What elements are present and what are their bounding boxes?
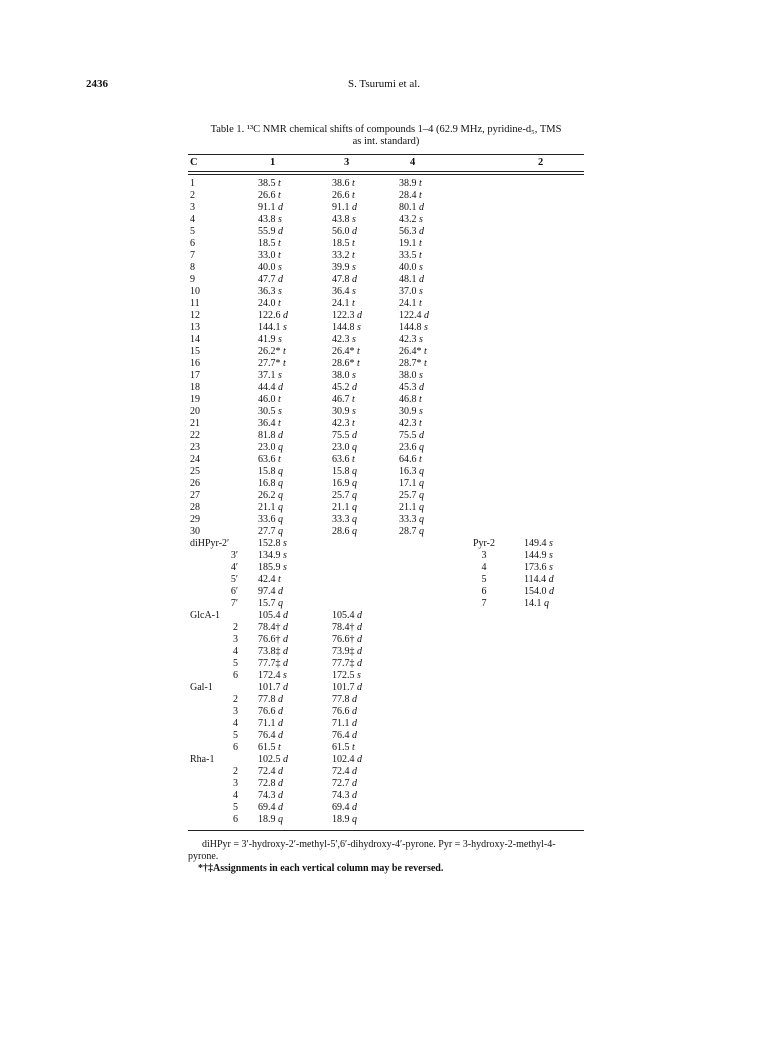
cell-c: 3 — [190, 202, 195, 213]
table-row — [188, 682, 584, 694]
page-number: 2436 — [86, 78, 108, 90]
cell-v3: 26.6 t — [332, 190, 355, 201]
cell-c: 4 — [233, 718, 238, 729]
table-row — [188, 502, 584, 514]
cell-v3: 16.9 q — [332, 478, 357, 489]
cell-v3: 43.8 s — [332, 214, 356, 225]
table-caption — [188, 124, 584, 148]
cell-v3: 28.6* t — [332, 358, 360, 369]
cell-c: 7 — [190, 250, 195, 261]
cell-pl: 3 — [481, 550, 487, 561]
cell-c: 6′ — [230, 586, 238, 597]
cell-v3: 76.6 d — [332, 706, 357, 717]
cell-v1: 24.0 t — [258, 298, 281, 309]
cell-v4: 38.0 s — [399, 370, 423, 381]
cell-v3: 25.7 q — [332, 490, 357, 501]
table-row — [188, 286, 584, 298]
cell-v1: 18.9 q — [258, 814, 283, 825]
table-row — [188, 610, 584, 622]
column-headers — [188, 155, 584, 171]
cell-v1: 105.4 d — [258, 610, 288, 621]
table-row — [188, 346, 584, 358]
table-row — [188, 562, 584, 574]
cell-v1: 152.8 s — [258, 538, 287, 549]
cell-c: 22 — [190, 430, 200, 441]
cell-v3: 39.9 s — [332, 262, 356, 273]
cell-v3: 23.0 q — [332, 442, 357, 453]
cell-c: 7′ — [230, 598, 238, 609]
cell-v1: 78.4† d — [258, 622, 288, 633]
cell-c: 4 — [190, 214, 195, 225]
cell-c: 12 — [190, 310, 200, 321]
table-row — [188, 430, 584, 442]
cell-c: 15 — [190, 346, 200, 357]
cell-c: 29 — [190, 514, 200, 525]
cell-v1: 46.0 t — [258, 394, 281, 405]
table-row — [188, 706, 584, 718]
cell-v1: 23.0 q — [258, 442, 283, 453]
table-row — [188, 262, 584, 274]
cell-v4: 28.7 q — [399, 526, 424, 537]
table-row — [188, 754, 584, 766]
cell-v3: 73.9‡ d — [332, 646, 362, 657]
cell-v4: 24.1 t — [399, 298, 422, 309]
cell-v3: 38.0 s — [332, 370, 356, 381]
cell-c: 6 — [233, 814, 238, 825]
table-row — [188, 526, 584, 538]
table-row — [188, 250, 584, 262]
cell-v4: 122.4 d — [399, 310, 429, 321]
cell-c: 3 — [233, 634, 238, 645]
cell-c: 16 — [190, 358, 200, 369]
cell-v1: 21.1 q — [258, 502, 283, 513]
cell-v1: 72.8 d — [258, 778, 283, 789]
cell-c: 23 — [190, 442, 200, 453]
table-row — [188, 634, 584, 646]
cell-v4: 45.3 d — [399, 382, 424, 393]
cell-v4: 21.1 q — [399, 502, 424, 513]
cell-c: 9 — [190, 274, 195, 285]
cell-v1: 26.2* t — [258, 346, 286, 357]
cell-pl: 5 — [481, 574, 487, 585]
cell-c: 3 — [233, 706, 238, 717]
cell-v4: 144.8 s — [399, 322, 428, 333]
cell-v1: 76.6† d — [258, 634, 288, 645]
table-row — [188, 454, 584, 466]
cell-c: 2 — [190, 190, 195, 201]
table-row — [188, 538, 584, 550]
cell-v1: 102.5 d — [258, 754, 288, 765]
table-row — [188, 598, 584, 610]
cell-v3: 21.1 q — [332, 502, 357, 513]
table-row — [188, 574, 584, 586]
cell-v3: 69.4 d — [332, 802, 357, 813]
cell-v3: 61.5 t — [332, 742, 355, 753]
cell-v1: 81.8 d — [258, 430, 283, 441]
caption-label: Table 1. — [210, 124, 245, 135]
table-row — [188, 274, 584, 286]
cell-v3: 28.6 q — [332, 526, 357, 537]
cell-v1: 91.1 d — [258, 202, 283, 213]
cell-v3: 30.9 s — [332, 406, 356, 417]
cell-c: 3 — [233, 778, 238, 789]
cell-v3: 63.6 t — [332, 454, 355, 465]
cell-v3: 38.6 t — [332, 178, 355, 189]
cell-v1: 63.6 t — [258, 454, 281, 465]
col-header-1: 1 — [270, 157, 276, 168]
running-title: S. Tsurumi et al. — [347, 78, 421, 90]
cell-v3: 75.5 d — [332, 430, 357, 441]
cell-v1: 27.7* t — [258, 358, 286, 369]
cell-v3: 77.8 d — [332, 694, 357, 705]
table-row — [188, 478, 584, 490]
cell-v1: 37.1 s — [258, 370, 282, 381]
cell-v1: 71.1 d — [258, 718, 283, 729]
table-row — [188, 790, 584, 802]
cell-v1: 77.7‡ d — [258, 658, 288, 669]
table-row — [188, 394, 584, 406]
cell-c: 3′ — [230, 550, 238, 561]
table-row — [188, 742, 584, 754]
cell-v3: 76.6† d — [332, 634, 362, 645]
table-body — [188, 178, 584, 826]
cell-c: 28 — [190, 502, 200, 513]
cell-v1: 38.5 t — [258, 178, 281, 189]
cell-v1: 172.4 s — [258, 670, 287, 681]
cell-v4: 64.6 t — [399, 454, 422, 465]
cell-v3: 47.8 d — [332, 274, 357, 285]
table-row — [188, 814, 584, 826]
cell-v1: 41.9 s — [258, 334, 282, 345]
cell-v1: 44.4 d — [258, 382, 283, 393]
cell-c: 6 — [233, 670, 238, 681]
cell-v3: 71.1 d — [332, 718, 357, 729]
cell-v4: 33.5 t — [399, 250, 422, 261]
table-row — [188, 298, 584, 310]
cell-v2: 149.4 s — [524, 538, 553, 549]
cell-pl: 6 — [481, 586, 487, 597]
cell-v1: 61.5 t — [258, 742, 281, 753]
cell-v1: 55.9 d — [258, 226, 283, 237]
cell-c: 4′ — [230, 562, 238, 573]
table-row — [188, 730, 584, 742]
table-row — [188, 202, 584, 214]
cell-v1: 16.8 q — [258, 478, 283, 489]
col-header-4: 4 — [410, 157, 416, 168]
cell-v2: 114.4 d — [524, 574, 554, 585]
cell-v3: 56.0 d — [332, 226, 357, 237]
cell-c: 25 — [190, 466, 200, 477]
cell-c: 27 — [190, 490, 200, 501]
cell-v2: 144.9 s — [524, 550, 553, 561]
table-row — [188, 514, 584, 526]
cell-v2: 154.0 d — [524, 586, 554, 597]
cell-v3: 24.1 t — [332, 298, 355, 309]
col-header-3: 3 — [344, 157, 350, 168]
cell-v1: 77.8 d — [258, 694, 283, 705]
cell-v1: 26.2 q — [258, 490, 283, 501]
cell-c: 10 — [190, 286, 200, 297]
cell-c: 13 — [190, 322, 200, 333]
bottom-rule — [188, 830, 584, 831]
cell-v1: 15.7 q — [258, 598, 283, 609]
cell-v3: 46.7 t — [332, 394, 355, 405]
table-row — [188, 646, 584, 658]
cell-v3: 72.7 d — [332, 778, 357, 789]
cell-v3: 72.4 d — [332, 766, 357, 777]
cell-v4: 23.6 q — [399, 442, 424, 453]
footnote-assignments: *†‡Assignments in each vertical column may be reversed. — [198, 863, 444, 874]
cell-v1: 69.4 d — [258, 802, 283, 813]
table-row — [188, 694, 584, 706]
cell-c: 6 — [190, 238, 195, 249]
cell-v4: 25.7 q — [399, 490, 424, 501]
cell-v3: 26.4* t — [332, 346, 360, 357]
cell-v1: 73.8‡ d — [258, 646, 288, 657]
table-row — [188, 238, 584, 250]
cell-v4: 37.0 s — [399, 286, 423, 297]
cell-c: GlcA-1 — [190, 610, 220, 621]
cell-v4: 48.1 d — [399, 274, 424, 285]
table-row — [188, 370, 584, 382]
cell-v3: 122.3 d — [332, 310, 362, 321]
cell-v1: 33.6 q — [258, 514, 283, 525]
table-row — [188, 670, 584, 682]
cell-v4: 30.9 s — [399, 406, 423, 417]
cell-v3: 36.4 s — [332, 286, 356, 297]
footnote-abbreviations: diHPyr = 3′-hydroxy-2′-methyl-5′,6′-dihydroxy-4′-pyrone. Pyr = 3-hydroxy-2-methyl-4-pyrone. — [188, 839, 556, 862]
cell-v3: 172.5 s — [332, 670, 361, 681]
cell-v4: 75.5 d — [399, 430, 424, 441]
cell-c: diHPyr-2′ — [190, 538, 230, 549]
cell-c: 17 — [190, 370, 200, 381]
cell-c: 20 — [190, 406, 200, 417]
cell-v1: 15.8 q — [258, 466, 283, 477]
cell-v4: 40.0 s — [399, 262, 423, 273]
cell-v1: 74.3 d — [258, 790, 283, 801]
col-header-c: C — [190, 157, 198, 168]
cell-v1: 97.4 d — [258, 586, 283, 597]
table-row — [188, 550, 584, 562]
table-row — [188, 358, 584, 370]
table-row — [188, 466, 584, 478]
cell-c: Rha-1 — [190, 754, 215, 765]
cell-c: 5 — [233, 730, 238, 741]
nmr-table — [188, 124, 584, 875]
cell-v1: 72.4 d — [258, 766, 283, 777]
cell-v3: 33.2 t — [332, 250, 355, 261]
cell-v2: 173.6 s — [524, 562, 553, 573]
cell-v1: 18.5 t — [258, 238, 281, 249]
cell-pl: 4 — [481, 562, 487, 573]
cell-c: 5 — [190, 226, 195, 237]
cell-v1: 76.4 d — [258, 730, 283, 741]
cell-c: 14 — [190, 334, 200, 345]
cell-v4: 42.3 s — [399, 334, 423, 345]
cell-v1: 134.9 s — [258, 550, 287, 561]
cell-c: 5 — [233, 658, 238, 669]
cell-v1: 27.7 q — [258, 526, 283, 537]
cell-v3: 18.5 t — [332, 238, 355, 249]
cell-v3: 101.7 d — [332, 682, 362, 693]
cell-c: 2 — [233, 694, 238, 705]
cell-v4: 16.3 q — [399, 466, 424, 477]
cell-v1: 26.6 t — [258, 190, 281, 201]
table-row — [188, 586, 584, 598]
cell-c: 26 — [190, 478, 200, 489]
table-row — [188, 622, 584, 634]
table-row — [188, 322, 584, 334]
cell-v3: 45.2 d — [332, 382, 357, 393]
table-row — [188, 382, 584, 394]
table-row — [188, 658, 584, 670]
cell-v3: 144.8 s — [332, 322, 361, 333]
caption-line1: ¹³C NMR chemical shifts of compounds 1–4 (62.9 MHz, pyridine-d₅, TMS — [246, 124, 562, 135]
caption-line2: as int. standard) — [352, 136, 420, 147]
cell-c: 19 — [190, 394, 200, 405]
cell-v4: 17.1 q — [399, 478, 424, 489]
table-row — [188, 178, 584, 190]
header-rule — [188, 171, 584, 175]
cell-v1: 30.5 s — [258, 406, 282, 417]
cell-v4: 28.7* t — [399, 358, 427, 369]
cell-v4: 19.1 t — [399, 238, 422, 249]
cell-v4: 42.3 t — [399, 418, 422, 429]
table-row — [188, 718, 584, 730]
cell-v1: 122.6 d — [258, 310, 288, 321]
table-row — [188, 214, 584, 226]
cell-v1: 76.6 d — [258, 706, 283, 717]
cell-v3: 78.4† d — [332, 622, 362, 633]
cell-v3: 76.4 d — [332, 730, 357, 741]
table-row — [188, 310, 584, 322]
table-row — [188, 442, 584, 454]
cell-v3: 15.8 q — [332, 466, 357, 477]
table-row — [188, 778, 584, 790]
cell-c: 30 — [190, 526, 200, 537]
table-row — [188, 190, 584, 202]
cell-v3: 74.3 d — [332, 790, 357, 801]
cell-c: 11 — [190, 298, 200, 309]
cell-v1: 144.1 s — [258, 322, 287, 333]
cell-v1: 40.0 s — [258, 262, 282, 273]
cell-v4: 43.2 s — [399, 214, 423, 225]
cell-c: 2 — [233, 766, 238, 777]
cell-v1: 42.4 t — [258, 574, 281, 585]
table-footnotes — [188, 839, 584, 875]
cell-v1: 185.9 s — [258, 562, 287, 573]
cell-v4: 46.8 t — [399, 394, 422, 405]
table-row — [188, 406, 584, 418]
cell-v3: 105.4 d — [332, 610, 362, 621]
cell-v1: 43.8 s — [258, 214, 282, 225]
table-row — [188, 334, 584, 346]
cell-v4: 38.9 t — [399, 178, 422, 189]
cell-c: 21 — [190, 418, 200, 429]
table-row — [188, 766, 584, 778]
cell-pl: Pyr-2 — [472, 538, 496, 549]
cell-v3: 77.7‡ d — [332, 658, 362, 669]
col-header-2: 2 — [538, 157, 544, 168]
cell-v4: 56.3 d — [399, 226, 424, 237]
cell-c: 5 — [233, 802, 238, 813]
table-row — [188, 226, 584, 238]
cell-v2: 14.1 q — [524, 598, 549, 609]
cell-v4: 33.3 q — [399, 514, 424, 525]
cell-pl: 7 — [481, 598, 487, 609]
cell-v4: 26.4* t — [399, 346, 427, 357]
table-row — [188, 490, 584, 502]
cell-v1: 101.7 d — [258, 682, 288, 693]
cell-v3: 33.3 q — [332, 514, 357, 525]
cell-v3: 42.3 t — [332, 418, 355, 429]
cell-v4: 80.1 d — [399, 202, 424, 213]
cell-v1: 47.7 d — [258, 274, 283, 285]
cell-c: 6 — [233, 742, 238, 753]
cell-c: 4 — [233, 790, 238, 801]
cell-c: 4 — [233, 646, 238, 657]
cell-v3: 102.4 d — [332, 754, 362, 765]
cell-v3: 91.1 d — [332, 202, 357, 213]
cell-c: 1 — [190, 178, 195, 189]
cell-v3: 42.3 s — [332, 334, 356, 345]
cell-v3: 18.9 q — [332, 814, 357, 825]
cell-v1: 36.3 s — [258, 286, 282, 297]
cell-c: 5′ — [230, 574, 238, 585]
cell-c: 18 — [190, 382, 200, 393]
cell-c: 24 — [190, 454, 200, 465]
cell-c: 8 — [190, 262, 195, 273]
cell-c: 2 — [233, 622, 238, 633]
cell-v1: 33.0 t — [258, 250, 281, 261]
cell-v1: 36.4 t — [258, 418, 281, 429]
cell-c: Gal-1 — [190, 682, 213, 693]
table-row — [188, 802, 584, 814]
table-row — [188, 418, 584, 430]
cell-v4: 28.4 t — [399, 190, 422, 201]
